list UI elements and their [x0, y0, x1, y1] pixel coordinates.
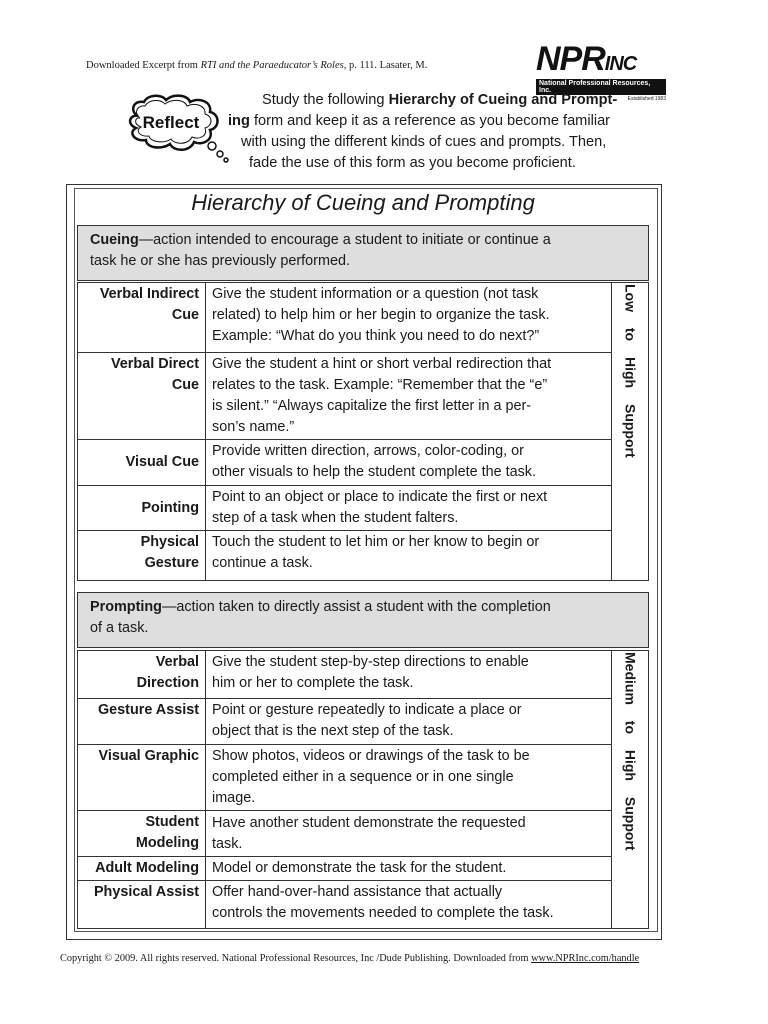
- table-row: Visual Cue Provide written direction, arrows, color-coding, or other visuals to help the student complete the task.: [78, 440, 649, 486]
- prompting-definition: Prompting—action taken to directly assist a student with the completion of a task.: [77, 592, 649, 648]
- cueing-definition: Cueing—action intended to encourage a student to initiate or continue a task he or she has previously performed.: [77, 225, 649, 281]
- table-row: Visual Graphic Show photos, videos or drawings of the task to be completed either in a sequence or in one single image.: [78, 745, 649, 811]
- table-row: Verbal Direction Give the student step-by-step directions to enable him or her to complete the task. Medium to High Support: [78, 651, 649, 699]
- table-row: Adult Modeling Model or demonstrate the task for the student.: [78, 857, 649, 881]
- table-row: Student Modeling Have another student demonstrate the requested task.: [78, 811, 649, 857]
- table-row: Gesture Assist Point or gesture repeatedly to indicate a place or object that is the next step of the task.: [78, 699, 649, 745]
- table-row: Verbal Indirect Cue Give the student information or a question (not task related) to help him or her begin to organize the task. Example: “What do you think you need to do next?” Low to High Support: [78, 283, 649, 353]
- page-title: Hierarchy of Cueing and Prompting: [191, 190, 535, 215]
- handle-link[interactable]: www.NPRInc.com/handle: [531, 953, 640, 964]
- intro-paragraph: Study the following Hierarchy of Cueing and Prompt- ing form and keep it as a reference as you become familiar with using the different kinds of cues and prompts. Then, fade the use of this form as you become proficient.: [228, 92, 618, 171]
- cueing-table: [77, 282, 649, 581]
- table-row: Physical Assist Offer hand-over-hand assistance that actually controls the movements needed to complete the task.: [78, 881, 649, 929]
- book-title: RTI and the Paraeducator’s Roles,: [200, 60, 347, 71]
- support-level-label: Low to High Support: [622, 284, 639, 458]
- table-row: Verbal Direct Cue Give the student a hint or short verbal redirection that relates to the task. Example: “Remember that the “e” is silent.” “Always capitalize the first letter in a per- son’s name.”: [78, 353, 649, 440]
- reflect-label: Reflect: [142, 113, 200, 132]
- reflect-thought-bubble-icon: [124, 94, 234, 164]
- prompting-table: [77, 650, 649, 929]
- npr-logo: NPRINC National Professional Resources, Inc. Established 1983: [536, 40, 666, 102]
- source-citation: Downloaded Excerpt from RTI and the Paraeducator’s Roles, p. 111. Lasater, M.: [86, 60, 428, 71]
- copyright-footer: Copyright © 2009. All rights reserved. National Professional Resources, Inc /Dude Publishing. Downloaded from www.NPRInc.com/handle: [60, 953, 640, 964]
- table-row: Pointing Point to an object or place to indicate the first or next step of a task when the student falters.: [78, 486, 649, 531]
- support-level-label: Medium to High Support: [622, 652, 639, 851]
- table-row: Physical Gesture Touch the student to let him or her know to begin or continue a task.: [78, 531, 649, 581]
